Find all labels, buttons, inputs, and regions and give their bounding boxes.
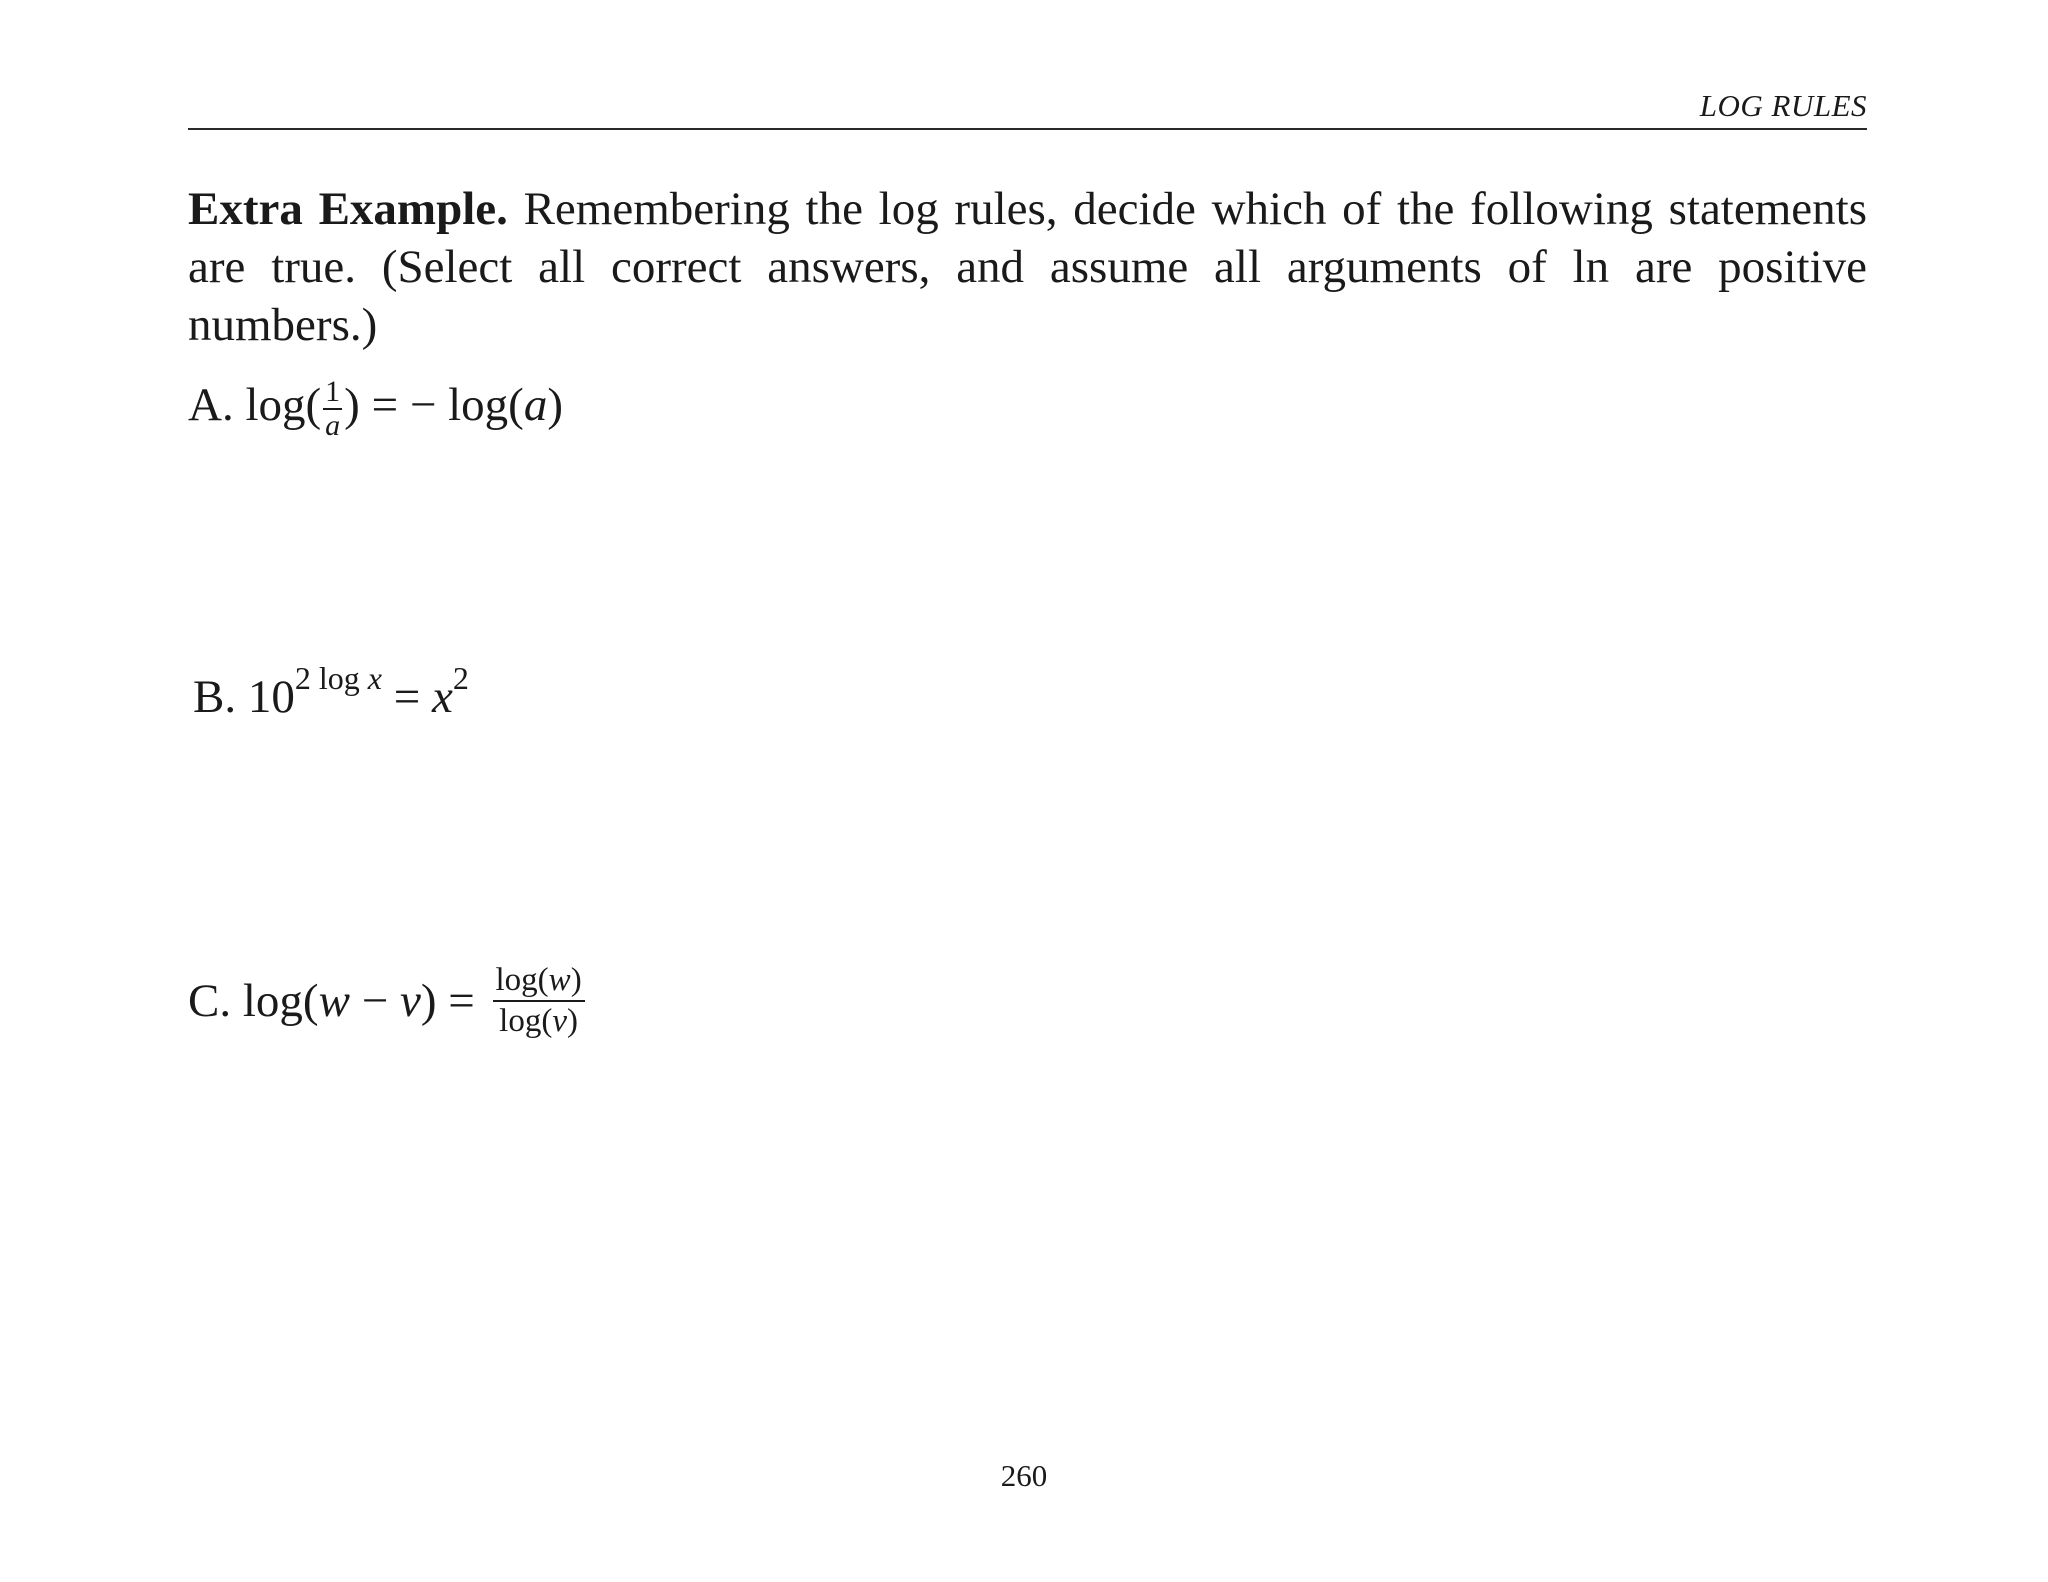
option-b-rhs-exponent: 2 <box>452 660 469 697</box>
option-c-lhs-var2: v <box>399 974 421 1027</box>
option-b-exponent-var: x <box>367 660 382 697</box>
option-c-lhs-minus: − <box>349 974 400 1027</box>
header-rule <box>188 128 1867 130</box>
option-c-den-suffix: ) <box>567 1003 578 1039</box>
option-c-num-prefix: log( <box>495 962 549 998</box>
option-c-den-prefix: log( <box>499 1003 553 1039</box>
option-a-fraction <box>323 377 342 441</box>
option-c-lhs-prefix: log( <box>242 974 319 1027</box>
running-header: LOG RULES <box>1699 88 1867 123</box>
option-c-num-suffix: ) <box>570 962 582 998</box>
option-c-num-var: w <box>548 962 571 998</box>
problem-heading: Extra Example. <box>188 183 508 235</box>
option-a-label: A. <box>188 379 234 431</box>
option-c-lhs-var1: w <box>318 974 350 1027</box>
option-c-numerator <box>493 964 585 1002</box>
problem-statement <box>188 180 1867 354</box>
option-a-func: log <box>245 379 306 431</box>
option-a-rhs-suffix: ) <box>547 379 563 431</box>
option-a-numerator: 1 <box>325 375 341 409</box>
option-a: A. log( $\frac{1}{a}$ ) = − log(a) <box>188 375 563 443</box>
option-b-rhs-var: x <box>431 671 453 723</box>
page-number: 260 <box>1000 1458 1048 1493</box>
option-b-base: 10 <box>247 671 295 723</box>
option-c-lhs-suffix: ) = <box>420 974 487 1027</box>
option-c-fraction <box>493 964 585 1038</box>
option-c-den-var: v <box>552 1003 567 1039</box>
option-a-denominator: a <box>325 409 341 443</box>
option-c-label: C. <box>188 974 232 1027</box>
option-a-rhs-var: a <box>523 379 548 431</box>
option-c <box>188 962 585 1042</box>
option-b <box>193 660 469 726</box>
option-a-rhs-prefix: = − log( <box>359 379 524 431</box>
option-b-equals: = <box>381 671 432 723</box>
option-b-exponent <box>295 660 382 696</box>
option-c-denominator <box>493 1002 585 1038</box>
problem-text: Remembering the log rules, decide which of the following statements are true. (Select all correct answers, and assume all arguments of ln are positive numbers.) <box>188 183 1867 351</box>
option-b-exponent-prefix: 2 log <box>294 660 368 697</box>
option-b-label: B. <box>193 671 237 723</box>
